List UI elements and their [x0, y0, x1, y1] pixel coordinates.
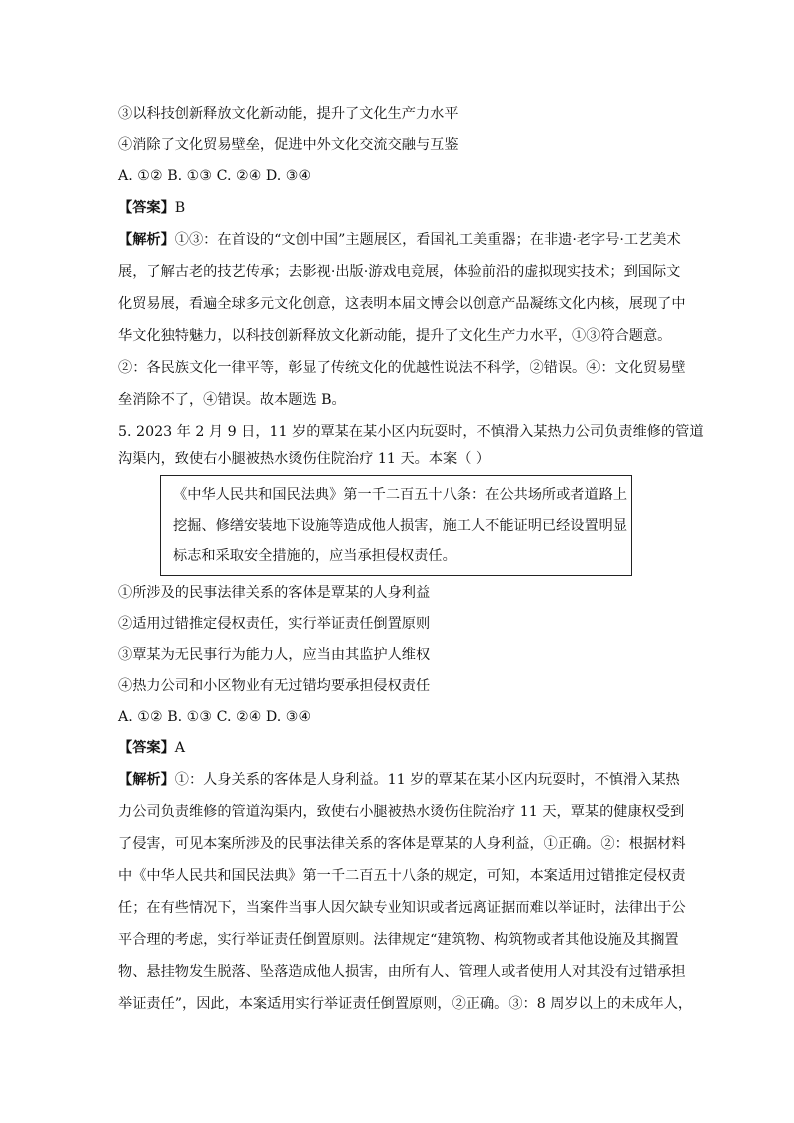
q5-stem-line-1: 5. 2023 年 2 月 9 日，11 岁的覃某在某小区内玩耍时，不慎滑入某热力公司负责维修的管道 [118, 424, 704, 440]
q4-analysis-line-3: 化贸易展，看遍全球多元文化创意，这表明本届文博会以创意产品凝练文化内核，展现了中 [118, 296, 686, 312]
quote-line-3: 标志和采取安全措施的，应当承担侵权责任。 [173, 548, 457, 564]
answer-value: A [174, 740, 186, 756]
q5-analysis-line-8: 举证责任”，因此，本案适用实行举证责任倒置原则，②正确。③：8 周岁以上的未成年人， [118, 996, 693, 1012]
q4-analysis-line-5: ②：各民族文化一律平等，彰显了传统文化的优越性说法不科学，②错误。④：文化贸易壁 [118, 360, 686, 376]
q5-option-2: ②适用过错推定侵权责任，实行举证责任倒置原则 [118, 616, 431, 632]
q4-analysis-line-1: 【解析】①③：在首设的“文创中国”主题展区，看国礼工美重器；在非遗·老字号·工艺美术 [118, 232, 681, 248]
analysis-label: 【解析】 [118, 772, 175, 788]
q5-option-3: ③覃某为无民事行为能力人，应当由其监护人维权 [118, 647, 431, 663]
q5-analysis-line-5: 任；在有些情况下，当案件当事人因欠缺专业知识或者远离证据而难以举证时，法律出于公 [118, 900, 686, 916]
q5-analysis-line-4: 中《中华人民共和国民法典》第一千二百五十八条的规定，可知，本案适用过错推定侵权责 [118, 868, 686, 884]
q4-choices: A. ①② B. ①③ C. ②④ D. ③④ [118, 168, 312, 184]
q5-analysis-line-7: 物、悬挂物发生脱落、坠落造成他人损害，由所有人、管理人或者使用人对其没有过错承担 [118, 964, 686, 980]
legal-quote-box [160, 475, 632, 576]
q4-analysis-line-6: 垒消除不了，④错误。故本题选 B。 [118, 392, 346, 408]
answer-label: 【答案】 [118, 200, 175, 216]
q4-option-3: ③以科技创新释放文化新动能，提升了文化生产力水平 [118, 106, 459, 122]
analysis-label: 【解析】 [118, 232, 175, 248]
answer-value: B [174, 200, 186, 216]
q5-stem-line-2: 沟渠内，致使右小腿被热水烫伤住院治疗 11 天。本案（ ） [118, 451, 491, 467]
q4-answer [118, 198, 185, 218]
q4-option-4: ④消除了文化贸易壁垒，促进中外文化交流交融与互鉴 [118, 137, 459, 153]
q4-analysis-line-4: 华文化独特魅力，以科技创新释放文化新动能，提升了文化生产力水平，①③符合题意。 [118, 328, 672, 344]
q5-choices: A. ①② B. ①③ C. ②④ D. ③④ [118, 709, 312, 725]
q5-analysis-line-6: 平合理的考虑，实行举证责任倒置原则。法律规定“建筑物、构筑物或者其他设施及其搁置 [118, 932, 679, 948]
q5-option-4: ④热力公司和小区物业有无过错均要承担侵权责任 [118, 678, 431, 694]
answer-label: 【答案】 [118, 740, 175, 756]
quote-line-1: 《中华人民共和国民法典》第一千二百五十八条：在公共场所或者道路上 [173, 487, 628, 503]
q5-analysis-line-3: 了侵害，可见本案所涉及的民事法律关系的客体是覃某的人身利益，①正确。②：根据材料 [118, 836, 686, 852]
quote-line-2: 挖掘、修缮安装地下设施等造成他人损害，施工人不能证明已经设置明显 [173, 518, 628, 534]
q5-answer [118, 738, 185, 758]
q5-analysis-line-2: 力公司负责维修的管道沟渠内，致使右小腿被热水烫伤住院治疗 11 天，覃某的健康权受到 [118, 804, 685, 820]
q5-analysis-line-1: 【解析】①：人身关系的客体是人身利益。11 岁的覃某在某小区内玩耍时，不慎滑入某热 [118, 772, 680, 788]
q4-analysis-line-2: 展，了解古老的技艺传承；去影视·出版·游戏电竞展，体验前沿的虚拟现实技术；到国际文 [118, 264, 681, 280]
q5-option-1: ①所涉及的民事法律关系的客体是覃某的人身利益 [118, 585, 431, 601]
